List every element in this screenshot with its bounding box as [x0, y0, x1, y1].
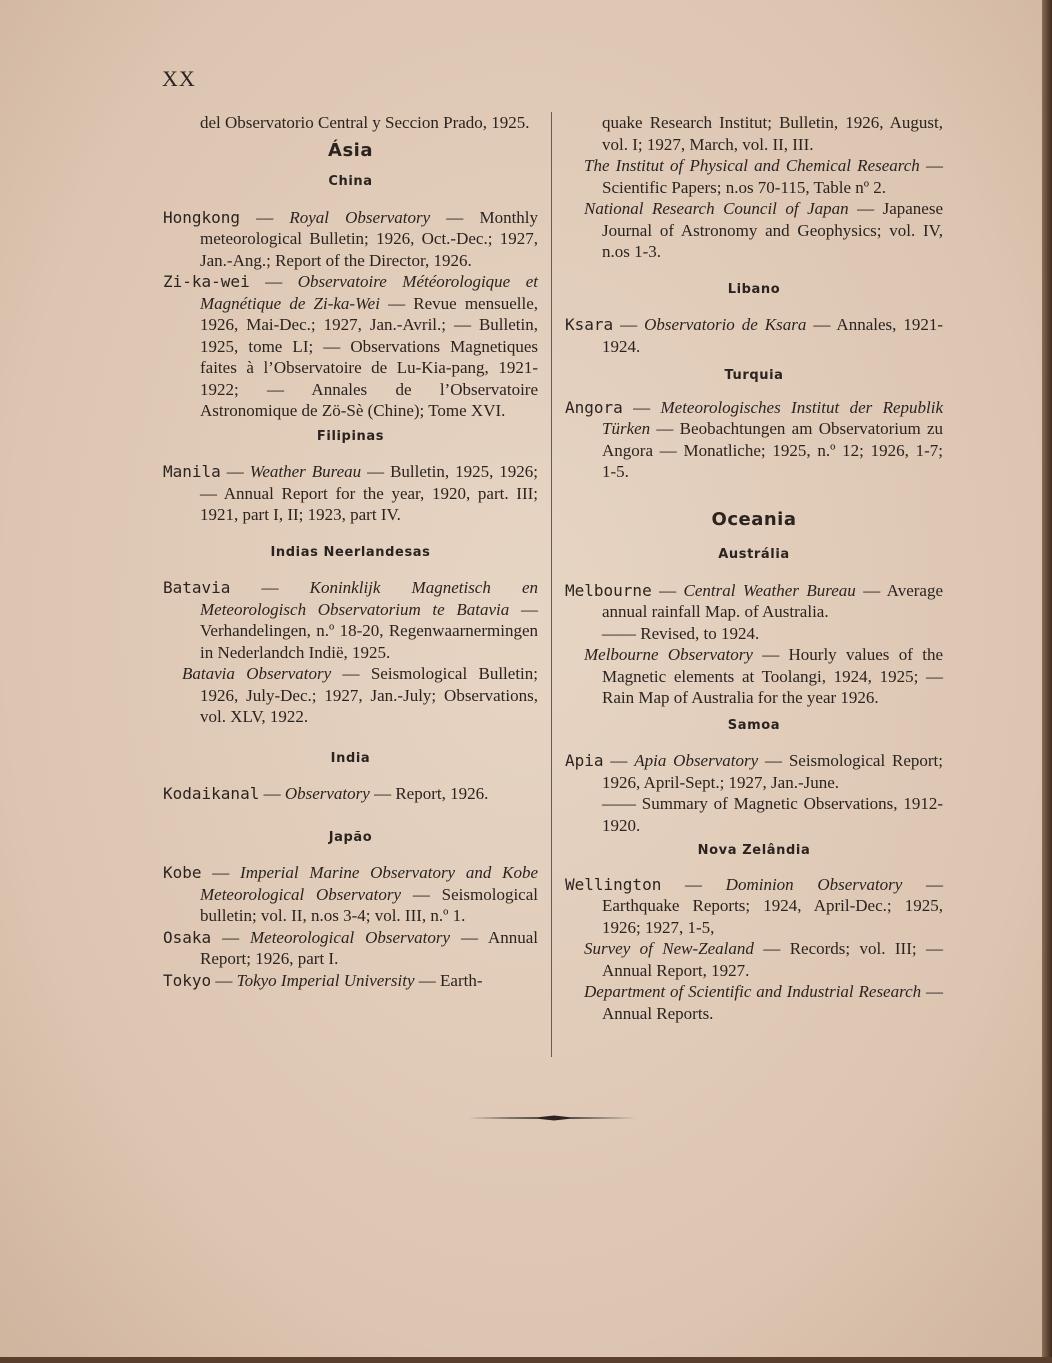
entry-ksara: Ksara — Observatorio de Ksara — Annales, 1921-1924. [565, 315, 944, 356]
entry-text: — Earth- [414, 970, 483, 990]
intro-text: del Observatorio Central y Seccion Prado, 1925. [200, 113, 530, 132]
entry-text: — Japanese Journal of Astronomy and Geophysics; vol. IV, n.os 1-3. [602, 199, 943, 261]
entry-text: — Annual Report; 1926, part I. [200, 927, 539, 968]
right-column [565, 112, 943, 1024]
org-name: Meteorological Observatory [250, 927, 451, 947]
subheading-samoa: Samoa [727, 717, 781, 733]
entry-text: — Verhandelingen, n.º 18-20, Regenwaarnermingen in Nederlandch Indië, 1925. [200, 599, 539, 662]
entry-text: — Beobachtungen am Observatorium zu Angora — Monatliche; 1925, n.º 12; 1926, 1-7; 1-5. [602, 419, 943, 481]
org-name: Koninklijk Magnetisch en Meteorologisch Observatorium te Batavia [200, 578, 538, 619]
org-name: Observatoire Météorologique et Magnétique de Zi-ka-Wei [200, 272, 538, 313]
entry-wellington: Wellington — Dominion Observatory — Earthquake Reports; 1924, April-Dec.; 1925, 1926; 1927, 1-5, [565, 874, 943, 937]
subheading-china: China [328, 174, 373, 189]
entry-text: — Seismological Bulletin; 1926, July-Dec.; 1927, Jan.-July; Observations, vol. XLV, 1922. [200, 664, 538, 726]
entry-melbourne: Melbourne — Central Weather Bureau — Average annual rainfall Map. of Australia. [565, 580, 943, 621]
org-name: Observatorio de Ksara [644, 315, 807, 334]
entry-melbourne-revised: —— Revised, to 1924. [602, 623, 760, 643]
place-name: Apia [565, 751, 604, 770]
org-name: Observatory [284, 784, 370, 803]
entry-text: — Bulletin, 1925, 1926; — Annual Report for the year, 1920, part. III; 1921, part I, II; 1923, part IV. [200, 462, 539, 524]
place-name: Batavia [163, 578, 231, 597]
entry-text: — Revue mensuelle, 1926, Mai-Dec.; 1927, Jan.-Avril.; — Bulletin, 1925, tome LI; — Observations Magnetiques faites à l’Observatoire de Lu-Kia-pang, 1921-1922; — Annales de l’Observatoire Astronomique de Zö-Sè (Chine); Tome XVI. [200, 293, 538, 420]
entry-dsir [565, 981, 943, 1024]
entry-angora: Angora — Meteorologisches Institut der Republik Türken — Beobachtungen am Observatorium zu Angora — Monatliche; 1925, n.º 12; 1926, 1-7; 1-5. [565, 397, 943, 481]
entry-melbourne-observatory [565, 644, 943, 709]
entry-text: — Seismological bulletin; vol. II, n.os 3-4; vol. III, n.º 1. [200, 884, 538, 925]
entry-text: — Seismological Report; 1926, April-Sept.; 1927, Jan.-June. [602, 751, 943, 792]
org-name: Apia Observatory [634, 751, 759, 770]
entry-tokyo-continued: quake Research Institut; Bulletin, 1926, August, vol. I; 1927, March, vol. II, III. [602, 113, 943, 154]
subheading-libano: Libano [727, 281, 781, 297]
org-name: Tokyo Imperial University [236, 970, 415, 990]
entry-tokyo: Tokyo — Tokyo Imperial University — Earth- [163, 970, 483, 990]
entry-text: — Annales, 1921-1924. [602, 315, 944, 356]
org-name: Dominion Observatory [725, 874, 903, 894]
place-name: Kodaikanal [163, 784, 260, 803]
page-edge [1042, 0, 1052, 1363]
entry-batavia: Batavia — Koninklijk Magnetisch en Meteorologisch Observatorium te Batavia — Verhandelingen, n.º 18-20, Regenwaarnermingen in Nederlandch Indië, 1925. [163, 578, 539, 662]
place-name: Wellington [565, 874, 662, 894]
entry-apia-summary: —— Summary of Magnetic Observations, 1912-1920. [602, 794, 943, 835]
org-name: Survey of New-Zealand [584, 939, 754, 958]
place-name: Ksara [565, 315, 614, 334]
page-number: XX [162, 66, 196, 91]
entry-osaka: Osaka — Meteorological Observatory — Annual Report; 1926, part I. [163, 927, 539, 968]
place-name: Manila [163, 462, 221, 481]
entry-kodaikanal: Kodaikanal — Observatory — Report, 1926. [163, 784, 489, 803]
place-name: Melbourne [565, 580, 652, 600]
subheading-filipinas: Filipinas [316, 428, 385, 444]
place-name: Tokyo [163, 970, 212, 990]
entry-text: — Earthquake Reports; 1924, April-Dec.; 1925, 1926; 1927, 1-5, [602, 874, 943, 937]
entry-batavia-observatory [163, 663, 538, 728]
subheading-india: India [330, 750, 371, 766]
entry-text: — Report, 1926. [369, 784, 489, 803]
section-heading-asia: Ásia [328, 139, 373, 161]
place-name: Angora [565, 397, 623, 417]
entry-text: — Scientific Papers; n.os 70-115, Table nº 2. [602, 156, 943, 197]
entry-hongkong: Hongkong — Royal Observatory — Monthly meteorological Bulletin; 1926, Oct.-Dec.; 1927, Jan.-Ang.; Report of the Director, 1926. [163, 207, 539, 270]
org-name: The Institut of Physical and Chemical Research [584, 156, 920, 175]
subheading-indias-neerlandesas: Indias Neerlandesas [270, 544, 431, 560]
place-name: Zi-ka-wei [163, 272, 250, 291]
entry-text: — Annual Reports. [602, 982, 943, 1023]
org-name: National Research Council of Japan [584, 199, 849, 218]
left-column [163, 112, 538, 991]
subheading-australia: Austrália [718, 547, 790, 562]
entry-apia: Apia — Apia Observatory — Seismological Report; 1926, April-Sept.; 1927, Jan.-June. [565, 751, 943, 792]
place-name: Hongkong [163, 207, 241, 227]
entry-zikawei: Zi-ka-wei — Observatoire Météorologique et Magnétique de Zi-ka-Wei — Revue mensuelle, 1926, Mai-Dec.; 1927, Jan.-Avril.; — Bulletin, 1925, tome LI; — Observations Magnetiques faites à l’Observatoire de Lu-Kia-pang, 1921-1922; — Annales de l’Observatoire Astronomique de Zö-Sè (Chine); Tome XVI. [163, 272, 538, 420]
page-edge-bottom [0, 1357, 1052, 1363]
entry-text: — Monthly meteorological Bulletin; 1926, Oct.-Dec.; 1927, Jan.-Ang.; Report of the Director, 1926. [200, 207, 539, 270]
ornament-rule [468, 1115, 640, 1121]
org-name: Batavia Observatory [182, 664, 332, 683]
place-name: Kobe [163, 863, 202, 882]
subheading-nova-zelandia: Nova Zelândia [697, 843, 811, 858]
subheading-turquia: Turquia [724, 368, 784, 383]
org-name: Imperial Marine Observatory and Kobe Meteorological Observatory [200, 863, 538, 904]
entry-national-research-council [565, 198, 943, 263]
org-name: Weather Bureau [249, 462, 362, 481]
entry-text: — Average annual rainfall Map. of Australia. [602, 580, 943, 621]
entry-physical-chemical-research [565, 155, 943, 198]
entry-text: — Records; vol. III; — Annual Report, 1927. [602, 939, 943, 980]
org-name: Department of Scientific and Industrial Research [584, 982, 922, 1001]
column-divider [551, 112, 552, 1057]
entry-manila: Manila — Weather Bureau — Bulletin, 1925, 1926; — Annual Report for the year, 1920, part. III; 1921, part I, II; 1923, part IV. [163, 462, 539, 524]
org-name: Royal Observatory [289, 207, 431, 227]
entry-kobe: Kobe — Imperial Marine Observatory and Kobe Meteorological Observatory — Seismological bulletin; vol. II, n.os 3-4; vol. III, n.º 1. [163, 863, 538, 925]
org-name: Central Weather Bureau [683, 580, 856, 600]
section-heading-oceania: Oceania [711, 508, 797, 530]
subheading-japao: Japão [328, 829, 373, 845]
entry-text: — Hourly values of the Magnetic elements at Toolangi, 1924, 1925; — Rain Map of Australia for the year 1926. [602, 645, 943, 707]
place-name: Osaka [163, 927, 212, 947]
entry-survey-new-zealand [565, 938, 943, 981]
org-name: Meteorologisches Institut der Republik Türken [602, 397, 943, 438]
org-name: Melbourne Observatory [584, 645, 753, 664]
